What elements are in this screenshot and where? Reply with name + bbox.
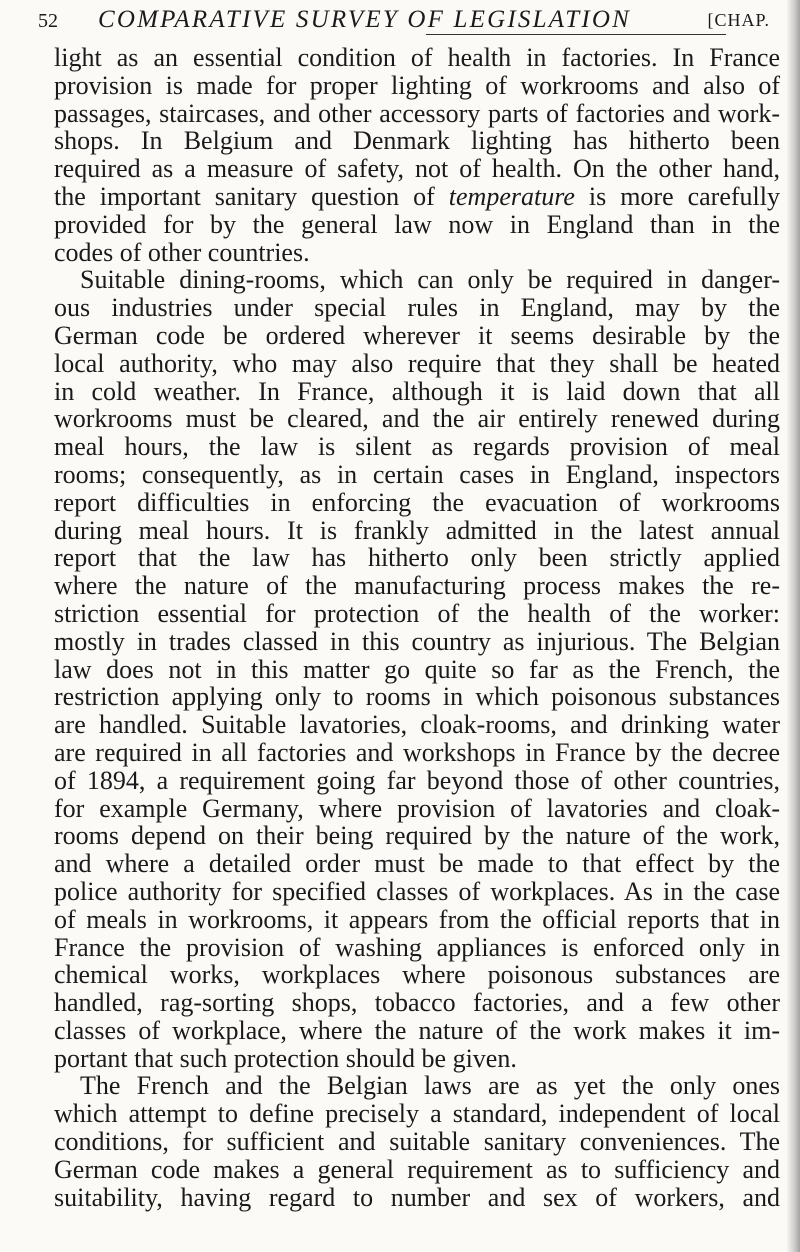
chapter-marker: [CHAP. — [707, 10, 770, 30]
text-line: France the provision of washing appliances is enforced only in — [54, 932, 780, 962]
text-line: report difficulties in enforcing the evacuation of workrooms — [54, 487, 780, 517]
paragraph-end-line: codes of other countries. — [54, 237, 310, 267]
page-edge-shadow — [786, 0, 800, 1252]
text-line: local authority, who may also require that they shall be heated — [54, 348, 780, 378]
text-line: restriction applying only to rooms in which poisonous substances — [54, 682, 780, 712]
text-line: shops. In Belgium and Denmark lighting has hitherto been — [54, 126, 780, 156]
text-line: law does not in this matter go quite so far as the French, the — [54, 654, 780, 684]
text-line: report that the law has hitherto only been strictly applied — [54, 543, 780, 573]
text-line: passages, staircases, and other accessory parts of factories and work- — [54, 98, 780, 128]
text-line: and where a detailed order must be made to that effect by the — [54, 849, 780, 879]
text-line: suitability, having regard to number and sex of workers, and — [54, 1182, 780, 1212]
header-rule — [426, 34, 726, 35]
text-line: classes of workplace, where the nature of the work makes it im- — [54, 1015, 780, 1045]
running-title: COMPARATIVE SURVEY OF LEGISLATION — [98, 6, 632, 33]
text-line: provision is made for proper lighting of workrooms and also of — [54, 70, 780, 100]
text-line: police authority for specified classes of workplaces. As in the case — [54, 876, 780, 906]
text-line: of 1894, a requirement going far beyond those of other countries, — [54, 765, 780, 795]
text-line: conditions, for sufficient and suitable sanitary conveniences. The — [54, 1127, 780, 1157]
text-line: which attempt to define precisely a standard, independent of local — [54, 1099, 780, 1129]
page-header — [38, 2, 780, 36]
text-line: provided for by the general law now in England than in the — [54, 209, 780, 239]
text-line: are required in all factories and workshops in France by the decree — [54, 737, 780, 767]
text-line: during meal hours. It is frankly admitted in the latest annual — [54, 515, 780, 545]
text-line: rooms depend on their being required by the nature of the work, — [54, 821, 780, 851]
text-line: required as a measure of safety, not of health. On the other hand, — [54, 154, 780, 184]
text-line: handled, rag-sorting shops, tobacco factories, and a few other — [54, 988, 780, 1018]
text-line: rooms; consequently, as in certain cases in England, inspectors — [54, 459, 780, 489]
paragraph-end-line: portant that such protection should be given. — [54, 1043, 517, 1073]
paragraph-start-line: Suitable dining-rooms, which can only be required in danger- — [80, 265, 780, 295]
text-line: German code makes a general requirement as to sufficiency and — [54, 1154, 780, 1184]
text-line: mostly in trades classed in this country as injurious. The Belgian — [54, 626, 780, 656]
text-line: workrooms must be cleared, and the air entirely renewed during — [54, 404, 780, 434]
text-line: German code be ordered wherever it seems desirable by the — [54, 320, 780, 350]
text-line: ous industries under special rules in England, may by the — [54, 293, 780, 323]
body-text — [54, 44, 780, 1211]
text-line: the important sanitary question of temperature is more carefully — [54, 181, 780, 211]
text-line: in cold weather. In France, although it is laid down that all — [54, 376, 780, 406]
text-line: of meals in workrooms, it appears from the official reports that in — [54, 904, 780, 934]
text-line: where the nature of the manufacturing process makes the re- — [54, 571, 780, 601]
emphasized-word: temperature — [448, 181, 575, 211]
text-line: chemical works, workplaces where poisonous substances are — [54, 960, 780, 990]
text-line: for example Germany, where provision of lavatories and cloak- — [54, 793, 780, 823]
text-line: meal hours, the law is silent as regards provision of meal — [54, 432, 780, 462]
text-line: light as an essential condition of health in factories. In France — [54, 43, 780, 72]
text-line: are handled. Suitable lavatories, cloak-rooms, and drinking water — [54, 710, 780, 740]
page-number: 52 — [38, 10, 58, 32]
paragraph-start-line: The French and the Belgian laws are as yet the only ones — [80, 1071, 780, 1101]
text-line: striction essential for protection of the health of the worker: — [54, 598, 780, 628]
